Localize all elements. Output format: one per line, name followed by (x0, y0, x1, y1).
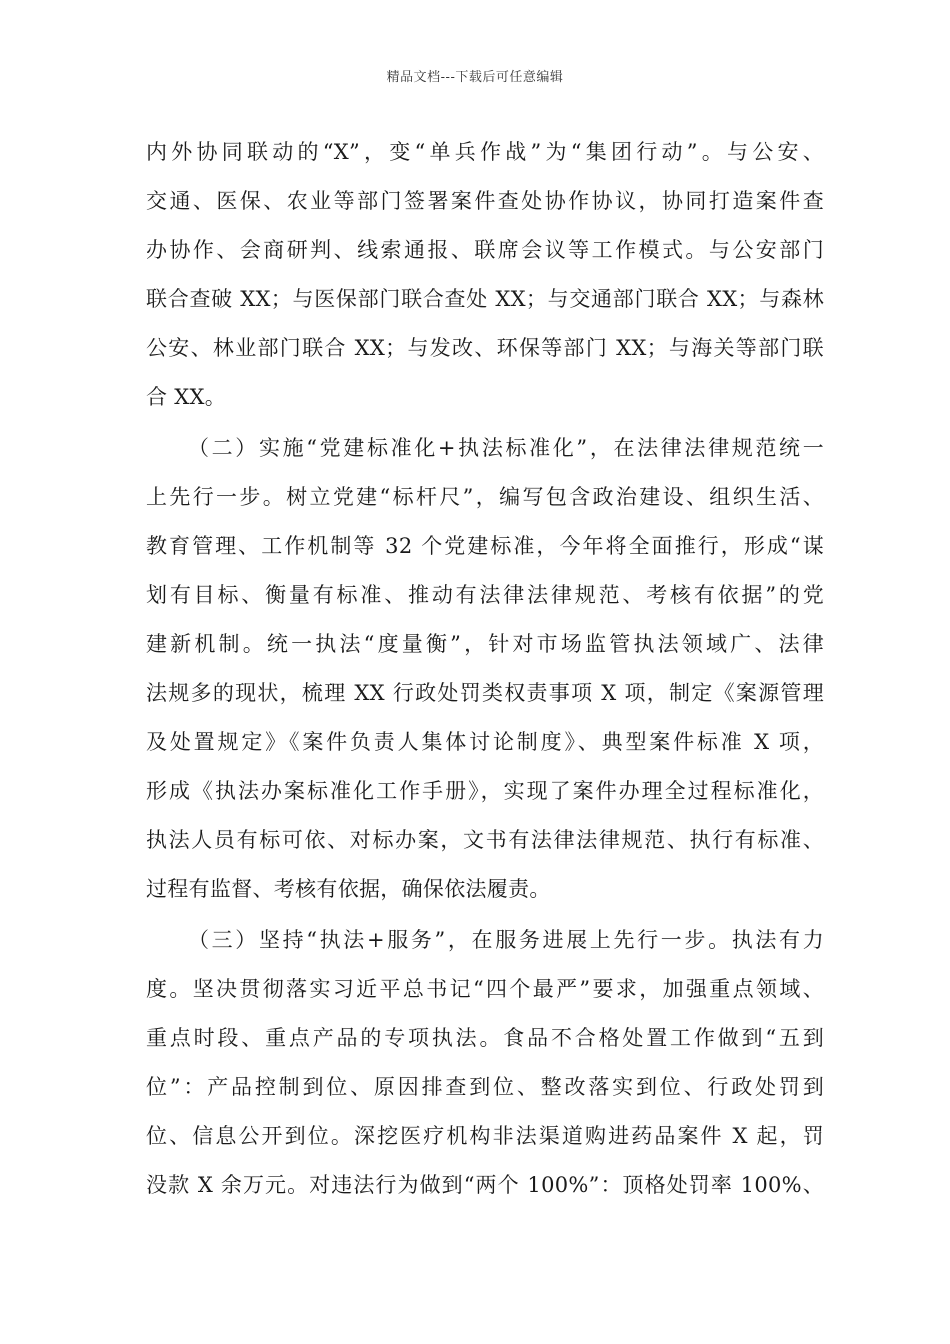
page-header: 精品文档---下载后可任意编辑 (386, 70, 564, 85)
text-line: 位、信息公开到位。深挖医疗机构非法渠道购进药品案件 X 起，罚 (146, 1124, 824, 1148)
text-line: 执法人员有标可依、对标办案，文书有法律法律规范、执行有标准、 (146, 828, 824, 852)
text-line: 教育管理、工作机制等 32 个党建标准，今年将全面推行，形成“谋 (146, 534, 824, 558)
text-line: 及处置规定》《案件负责人集体讨论制度》、典型案件标准 X 项， (146, 730, 824, 754)
text-line: 合 XX。 (146, 385, 227, 409)
text-line: 办协作、会商研判、线索通报、联席会议等工作模式。与公安部门 (146, 238, 824, 262)
text-line: 过程有监督、考核有依据，确保依法履责。 (146, 877, 551, 901)
text-line: 度。坚决贯彻落实习近平总书记“四个最严”要求，加强重点领域、 (146, 977, 824, 1001)
text-line: 联合查破 XX；与医保部门联合查处 XX；与交通部门联合 XX；与森林 (146, 287, 824, 311)
text-line: （三）坚持“执法+服务”，在服务进展上先行一步。执法有力 (188, 928, 824, 952)
text-line: 内外协同联动的“X”，变“单兵作战”为“集团行动”。与公安、 (146, 140, 824, 164)
text-line: 形成《执法办案标准化工作手册》，实现了案件办理全过程标准化， (146, 779, 824, 803)
paragraph-1 (146, 128, 824, 422)
text-line: 重点时段、重点产品的专项执法。食品不合格处置工作做到“五到 (146, 1026, 824, 1050)
paragraph-3 (146, 916, 824, 1210)
text-line: 法规多的现状，梳理 XX 行政处罚类权责事项 X 项，制定《案源管理 (146, 681, 824, 705)
text-line: 建新机制。统一执法“度量衡”，针对市场监管执法领域广、法律 (146, 632, 824, 656)
text-line: 上先行一步。树立党建“标杆尺”，编写包含政治建设、组织生活、 (146, 485, 824, 509)
text-line: 公安、林业部门联合 XX；与发改、环保等部门 XX；与海关等部门联 (146, 336, 824, 360)
text-line: 位”：产品控制到位、原因排查到位、整改落实到位、行政处罚到 (146, 1075, 824, 1099)
text-line: （二）实施“党建标准化+执法标准化”，在法律法律规范统一 (188, 436, 824, 460)
text-line: 交通、医保、农业等部门签署案件查处协作协议，协同打造案件查 (146, 189, 824, 213)
text-line: 没款 X 余万元。对违法行为做到“两个 100%”：顶格处罚率 100%、 (146, 1173, 824, 1197)
document-body (146, 128, 824, 1212)
text-line: 划有目标、衡量有标准、推动有法律法律规范、考核有依据”的党 (146, 583, 824, 607)
paragraph-2 (146, 424, 824, 914)
